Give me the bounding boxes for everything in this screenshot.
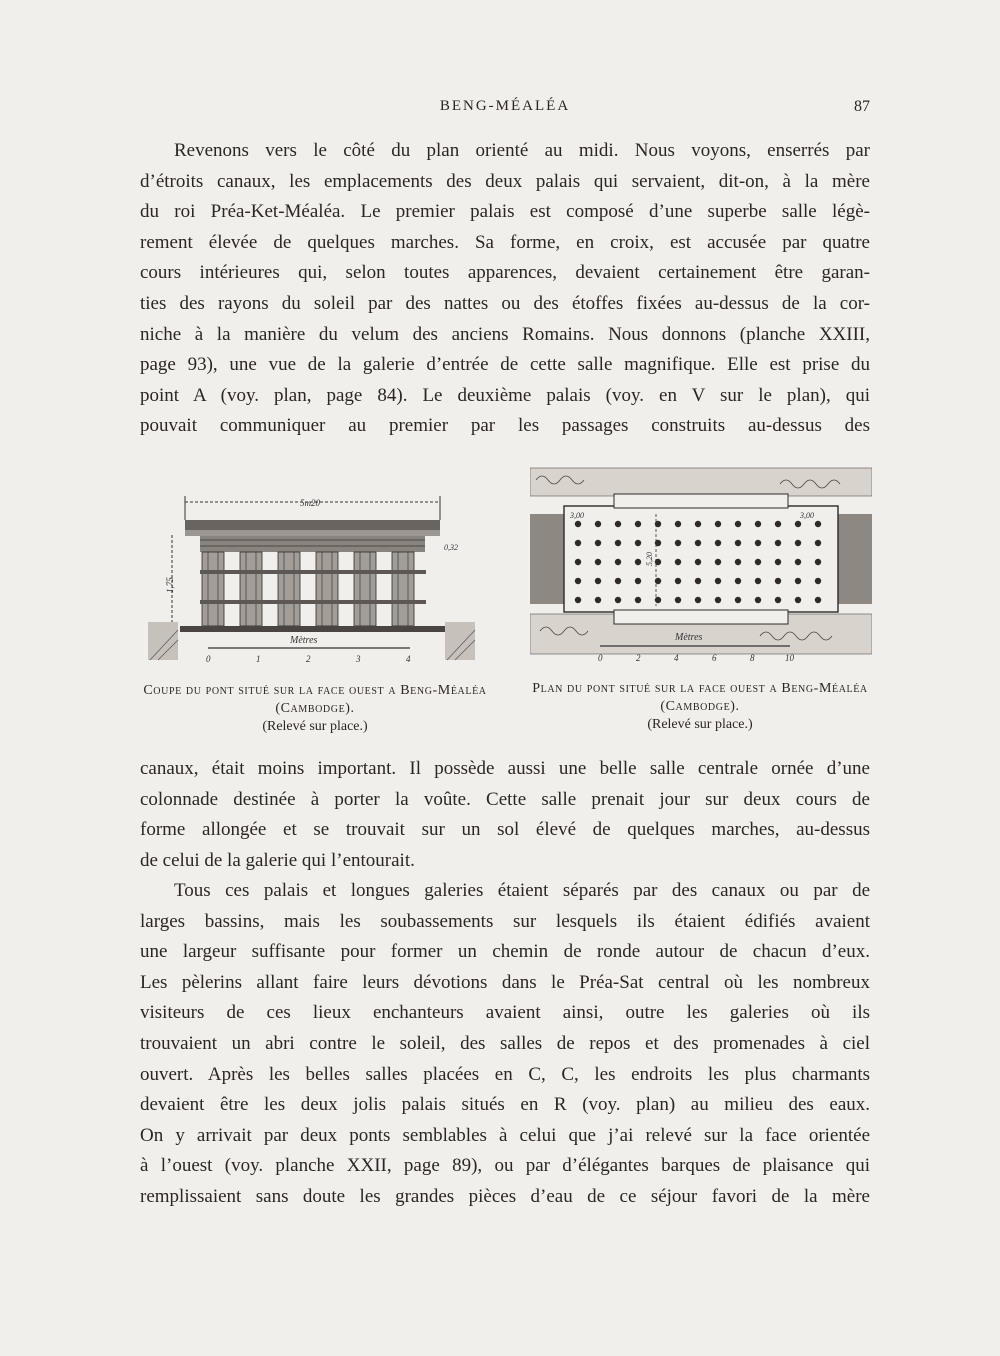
- bridge-plan-figure: [530, 466, 872, 666]
- running-title: BENG-MÉALÉA: [439, 98, 571, 114]
- caption-title: Plan du pont situé sur la face ouest a Beng-Méaléa: [532, 681, 868, 696]
- column-dot: [635, 521, 641, 527]
- column-dot: [775, 521, 781, 527]
- text-line: page 93), une vue de la galerie d’entrée de cette salle magnifique. Elle est prise du: [140, 354, 870, 376]
- column-dot: [695, 578, 701, 584]
- column-dot: [815, 521, 821, 527]
- column-dot: [595, 521, 601, 527]
- scale-tick: 0: [206, 654, 211, 664]
- text-line: Tous ces palais et longues galeries étaient séparés par des canaux ou par de: [174, 880, 870, 901]
- scale-tick: 4: [674, 653, 679, 663]
- text-line: canaux, était moins important. Il possède aussi une belle salle centrale ornée d’une: [140, 758, 870, 779]
- column-dot: [655, 578, 661, 584]
- text-line: point A (voy. plan, page 84). Le deuxième palais (voy. en V sur le plan), qui: [140, 384, 870, 406]
- bridge-section-figure: [140, 490, 490, 665]
- scale-tick: 2: [306, 654, 311, 664]
- caption-right: [515, 680, 885, 734]
- column-dot: [715, 521, 721, 527]
- column-dot: [575, 559, 581, 565]
- text-line: Revenons vers le côté du plan orienté au midi. Nous voyons, enserrés par: [174, 140, 870, 161]
- column-dot: [615, 578, 621, 584]
- column-dot: [575, 521, 581, 527]
- text-line: Les pèlerins allant faire leurs dévotions dans le Préa-Sat central où les nombreux: [140, 971, 870, 993]
- text-line: une largeur suffisante pour former un chemin de ronde autour de chacun d’eux.: [140, 941, 870, 963]
- column-dot: [575, 597, 581, 603]
- column-dot: [675, 521, 681, 527]
- text-line: visiteurs de ces lieux enchanteurs avaient ainsi, outre les galeries où ils: [140, 1002, 870, 1024]
- text-line: colonnade destinée à porter la voûte. Cette salle prenait jour sur deux cours de: [140, 788, 870, 810]
- text-line: ties des rayons du soleil par des nattes ou des étoffes fixées au-dessus de la cor-: [140, 292, 870, 314]
- column-dot: [635, 597, 641, 603]
- text-line: d’étroits canaux, les emplacements des deux palais qui servaient, dit-on, à la mère: [140, 170, 870, 192]
- column-dot: [715, 559, 721, 565]
- column-dot: [615, 521, 621, 527]
- column-dot: [795, 540, 801, 546]
- page-header: [140, 98, 870, 122]
- scale-label: Mètres: [675, 632, 703, 643]
- text-line: à l’ouest (voy. planche XXII, page 89), ou par d’élégantes barques de plaisance qui: [140, 1155, 870, 1177]
- column-dot: [595, 540, 601, 546]
- column-dot: [815, 578, 821, 584]
- text-line: rement élevée de quelques marches. Sa forme, en croix, est accusée par quatre: [140, 231, 870, 253]
- paragraph-1: [140, 136, 870, 442]
- caption-note: (Relevé sur place.): [647, 717, 753, 732]
- column-dot: [655, 597, 661, 603]
- column-dot: [815, 597, 821, 603]
- text-line: On y arrivait par deux ponts semblables à celui que j’ai relevé sur la face orientée: [140, 1124, 870, 1146]
- column-dot: [635, 559, 641, 565]
- caption-title: Coupe du pont situé sur la face ouest a Beng-Méaléa: [143, 683, 487, 698]
- column-dot: [695, 521, 701, 527]
- text-line: pouvait communiquer au premier par les passages construits au-dessus des: [140, 415, 870, 437]
- dimension-width: 5m20: [300, 498, 320, 508]
- column-dot: [635, 578, 641, 584]
- text-line: niche à la manière du velum des anciens Romains. Nous donnons (planche XXIII,: [140, 323, 870, 345]
- column-dot: [675, 540, 681, 546]
- column-dot: [775, 559, 781, 565]
- paragraph-2: [140, 754, 870, 876]
- text-line: trouvaient un abri contre le soleil, des salles de repos et des promenades à ciel: [140, 1032, 870, 1054]
- column-dot: [695, 540, 701, 546]
- column-dot: [795, 559, 801, 565]
- column-dot: [815, 559, 821, 565]
- scale-tick: 6: [712, 653, 717, 663]
- column-dot: [775, 597, 781, 603]
- caption-note: (Relevé sur place.): [262, 719, 368, 734]
- column-dot: [735, 578, 741, 584]
- column-dot: [715, 578, 721, 584]
- caption-location: (Cambodge).: [275, 701, 355, 716]
- bridge-section-drawing: [140, 490, 490, 665]
- column-dot: [735, 521, 741, 527]
- column-dot: [595, 578, 601, 584]
- caption-location: (Cambodge).: [660, 699, 740, 714]
- dimension-left: 3,00: [570, 511, 584, 520]
- column-dot: [695, 597, 701, 603]
- column-dot: [815, 540, 821, 546]
- scale-tick: 10: [785, 653, 794, 663]
- column-dot: [755, 578, 761, 584]
- column-dot: [675, 559, 681, 565]
- column-dot: [755, 559, 761, 565]
- column-dot: [615, 540, 621, 546]
- scale-label: Mètres: [290, 635, 318, 646]
- column-dot: [615, 597, 621, 603]
- column-dot: [715, 597, 721, 603]
- column-dot: [715, 540, 721, 546]
- column-dot: [735, 597, 741, 603]
- text-line: larges bassins, mais les soubassements sur lesquels ils étaient édifiés avaient: [140, 910, 870, 932]
- text-line: du roi Préa-Ket-Méaléa. Le premier palais est composé d’une superbe salle légè-: [140, 201, 870, 223]
- scale-tick: 3: [356, 654, 361, 664]
- column-dot: [615, 559, 621, 565]
- column-dot: [755, 597, 761, 603]
- column-dot: [595, 597, 601, 603]
- dimension-right: 3,00: [800, 511, 814, 520]
- dimension-middle: 5,20: [645, 552, 654, 566]
- column-dot: [595, 559, 601, 565]
- column-dot: [755, 521, 761, 527]
- scale-tick: 2: [636, 653, 641, 663]
- column-dot: [795, 521, 801, 527]
- scale-tick: 0: [598, 653, 603, 663]
- scale-tick: 4: [406, 654, 411, 664]
- column-dot: [575, 540, 581, 546]
- column-dot: [795, 578, 801, 584]
- column-dot: [655, 559, 661, 565]
- column-dot: [755, 540, 761, 546]
- column-dot: [575, 578, 581, 584]
- text-line: remplissaient sans doute les grandes pièces d’eau de ce séjour favori de la mère: [140, 1185, 870, 1207]
- dimension-height: 1,75: [165, 577, 175, 593]
- bridge-plan-drawing: [530, 466, 872, 666]
- column-dot: [695, 559, 701, 565]
- column-dot: [775, 540, 781, 546]
- column-dot: [735, 559, 741, 565]
- column-dot: [635, 540, 641, 546]
- scale-tick: 1: [256, 654, 261, 664]
- dimension-small: 0,32: [444, 543, 458, 552]
- text-line: cours intérieures qui, selon toutes apparences, devaient certainement être garan-: [140, 262, 870, 284]
- column-dot: [655, 521, 661, 527]
- column-dot: [775, 578, 781, 584]
- page-number: 87: [854, 98, 870, 115]
- column-dot: [675, 597, 681, 603]
- text-line: devaient être les deux jolis palais situés en R (voy. plan) au milieu des eaux.: [140, 1094, 870, 1116]
- text-line: ouvert. Après les belles salles placées en C, C, les endroits les plus charmants: [140, 1063, 870, 1085]
- column-dot: [675, 578, 681, 584]
- caption-left: [140, 682, 490, 736]
- scale-tick: 8: [750, 653, 755, 663]
- paragraph-3: [140, 876, 870, 1213]
- column-dot: [795, 597, 801, 603]
- column-dot: [735, 540, 741, 546]
- text-line: forme allongée et se trouvait sur un sol élevé de quelques marches, au-dessus: [140, 819, 870, 841]
- column-dot: [655, 540, 661, 546]
- text-line: de celui de la galerie qui l’entourait.: [140, 849, 415, 871]
